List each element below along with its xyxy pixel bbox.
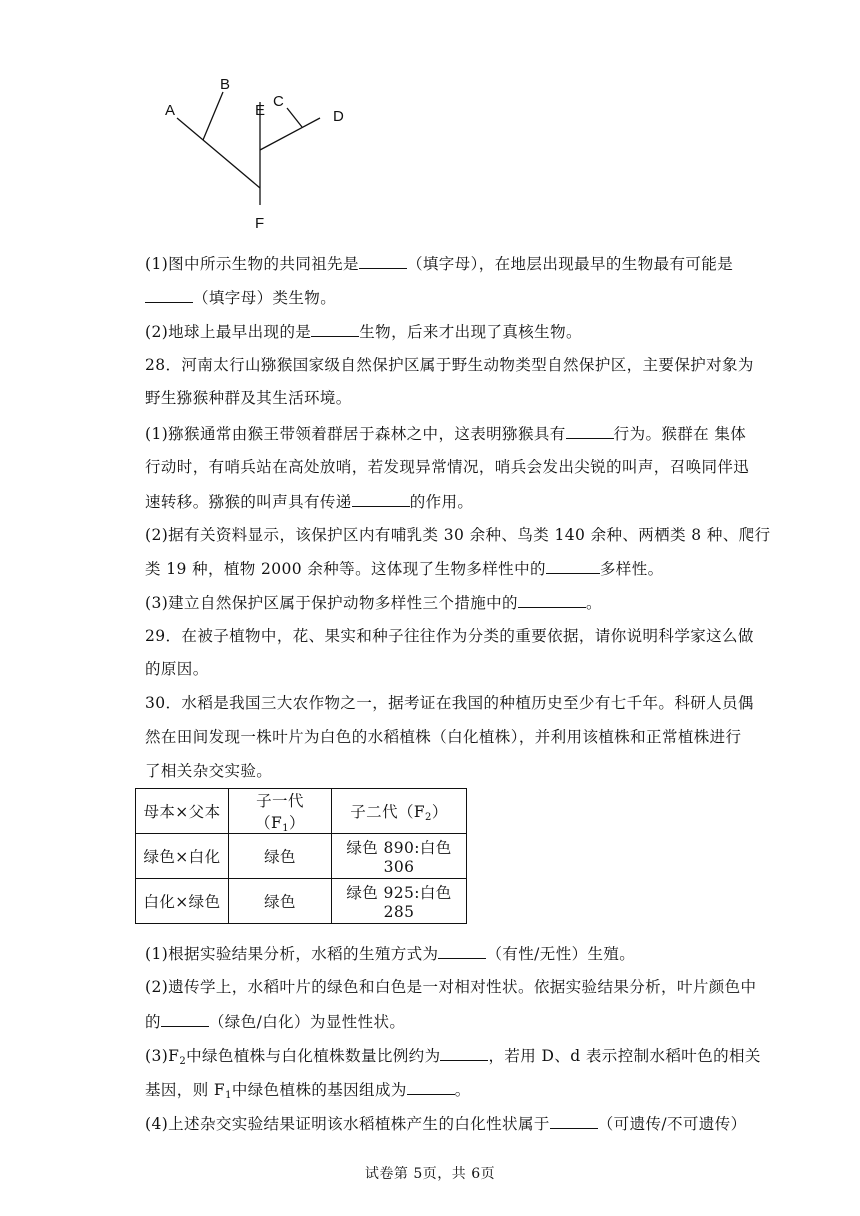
page-footer: 试卷第 5页，共 6页 [364,1166,496,1182]
answer-blank [145,287,193,303]
table-row [136,879,467,924]
phylogenetic-tree-diagram [155,70,365,240]
label-a: A [165,102,176,119]
branch-c-line [287,108,302,127]
q30-sub2-line2: 的 （绿色/白化）为显性性状。 [145,1013,406,1031]
cell-f2: 绿色 890:白色 306 [332,834,467,879]
header-cross: 母本×父本 [136,789,229,834]
branch-d-line [260,118,320,150]
label-c: C [273,93,284,110]
cell-f1: 绿色 [229,879,332,924]
q28-sub3: (3)建立自然保护区属于保护动物多样性三个措施中的 。 [145,594,602,612]
q30-sub1: (1)根据实验结果分析，水稻的生殖方式为 （有性/无性）生殖。 [145,945,636,963]
q30-sub3-line2: 基因，则 $F_1$中绿色植株的基因组成为 。 [145,1081,471,1101]
q28-sub1-line3: 速转移。猕猴的叫声具有传递 的作用。 [145,493,474,511]
answer-blank [546,558,600,574]
header-f1: 子一代$(F_1)$ [229,789,332,834]
answer-blank [566,423,614,439]
q30-intro-line1: 30．水稻是我国三大农作物之一，据考证在我国的种植历史至少有七千年。科研人员偶 [145,694,754,712]
table-row [136,834,467,879]
label-d: D [333,108,344,125]
q30-intro-line3: 了相关杂交实验。 [145,762,273,780]
tree-svg [155,70,365,240]
answer-blank [359,253,407,269]
q30-sub3-line1: $(3)F_2$中绿色植株与白化植株数量比例约为 ，若用 D、d 表示控制水稻叶色的相关 [145,1047,761,1067]
label-e: E [255,102,266,119]
answer-blank [407,1079,455,1095]
q28-intro-line1: 28．河南太行山猕猴国家级自然保护区属于野生动物类型自然保护区，主要保护对象为 [145,356,754,374]
q29-line2: 的原因。 [145,660,209,678]
answer-blank [518,592,586,608]
header-f2: 子二代$(F_2)$ [332,789,467,834]
q27-sub1-line2: （填字母）类生物。 [145,287,336,308]
branch-b-line [203,92,223,140]
cross-experiment-table [135,788,467,924]
q28-sub2-line1: (2)据有关资料显示，该保护区内有哺乳类 30 余种、鸟类 140 余种、两栖类 8 种、爬行 [145,526,771,544]
branch-a-line [177,118,260,188]
label-f: F [255,215,265,232]
q30-sub2-line1: (2)遗传学上，水稻叶片的绿色和白色是一对相对性状。依据实验结果分析，叶片颜色中 [145,978,757,996]
cell-cross: 绿色×白化 [136,834,229,879]
answer-blank [440,1045,488,1061]
answer-blank [438,943,486,959]
answer-blank [550,1113,598,1129]
answer-blank [352,491,410,507]
cell-f1: 绿色 [229,834,332,879]
q27-sub1-line1: (1)图中所示生物的共同祖先是 （填字母），在地层出现最早的生物最有可能是 [145,255,734,273]
q28-sub1-line2: 行动时，有哨兵站在高处放哨，若发现异常情况，哨兵会发出尖锐的叫声，召唤同伴迅 [145,458,750,476]
q28-sub2-line2: 类 19 种，植物 2000 余种等。这体现了生物多样性中的 多样性。 [145,560,664,578]
label-b: B [220,76,231,93]
answer-blank [311,321,359,337]
q30-sub4: (4)上述杂交实验结果证明该水稻植株产生的白化性状属于 （可遗传/不可遗传） [145,1115,747,1133]
answer-blank [161,1011,209,1027]
q27-sub2: (2)地球上最早出现的是 生物，后来才出现了真核生物。 [145,323,582,341]
q28-intro-line2: 野生猕猴种群及其生活环境。 [145,389,352,407]
q29-line1: 29．在被子植物中，花、果实和种子往往作为分类的重要依据，请你说明科学家这么做 [145,627,754,645]
cell-f2: 绿色 925:白色 285 [332,879,467,924]
q28-sub1-line1: (1)猕猴通常由猴王带领着群居于森林之中，这表明猕猴具有 行为。猴群在 集体 [145,425,747,443]
q30-intro-line2: 然在田间发现一株叶片为白色的水稻植株（白化植株），并利用该植株和正常植株进行 [145,728,742,746]
cell-cross: 白化×绿色 [136,879,229,924]
table-header-row [136,789,467,834]
